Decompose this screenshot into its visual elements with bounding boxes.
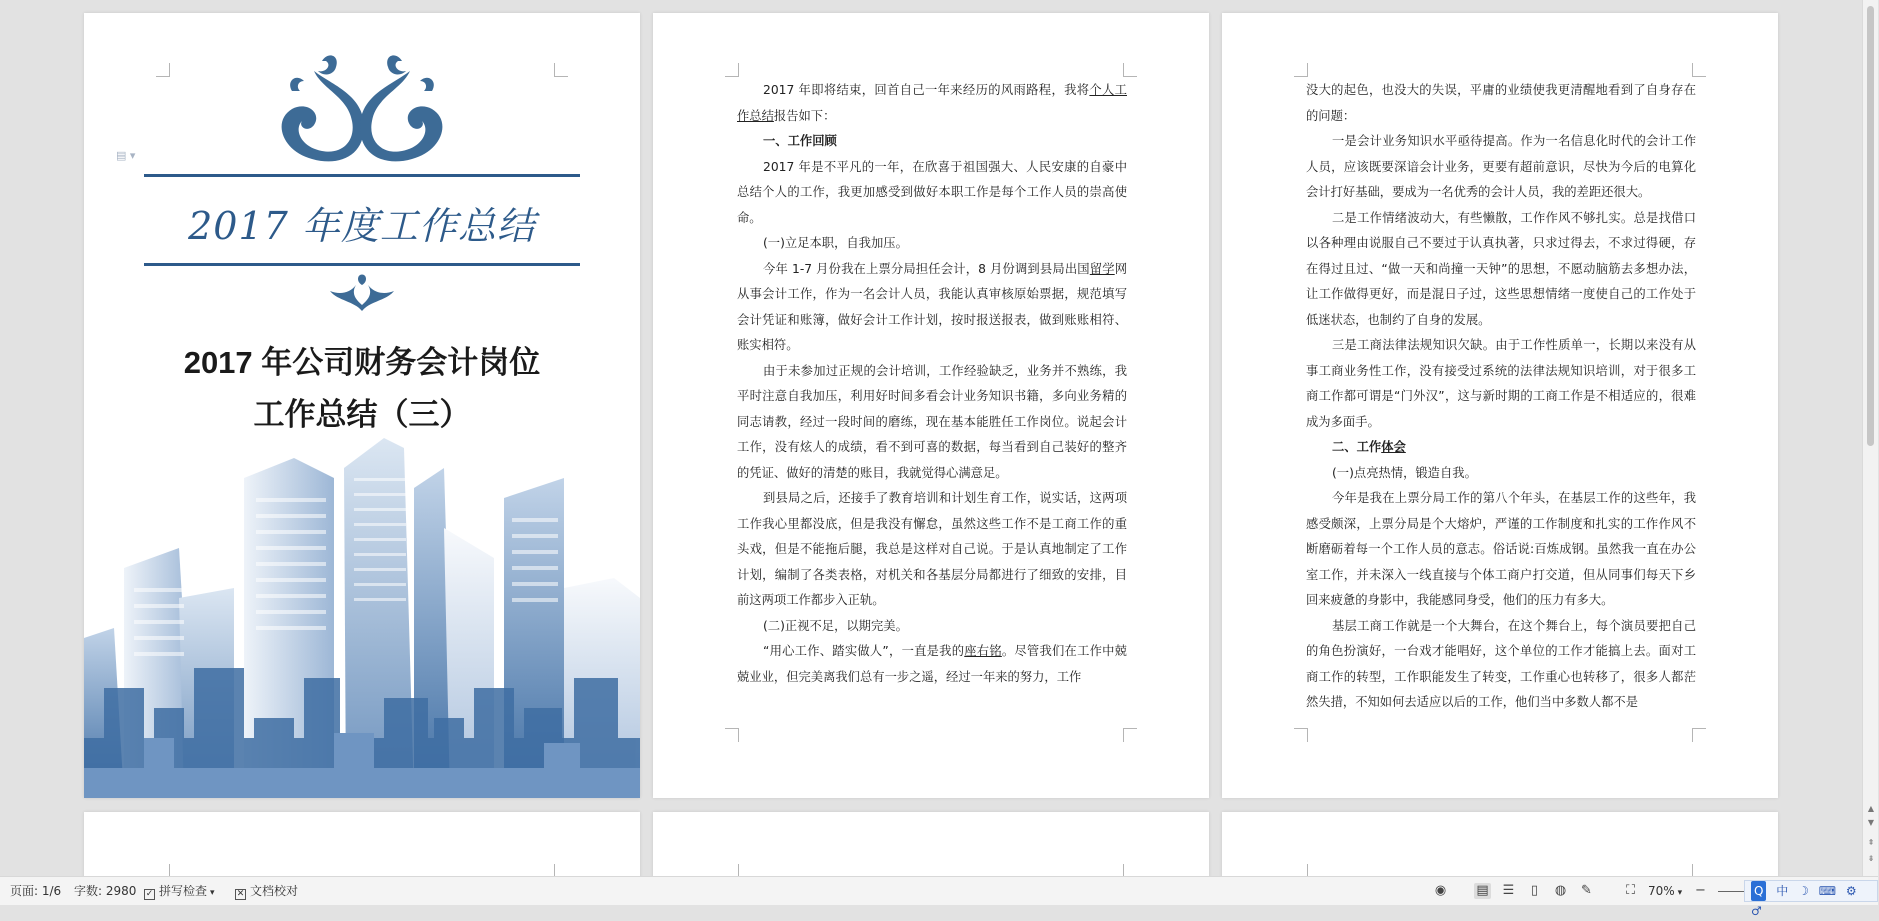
hyperlink-text[interactable]: 个人工作总结 [737,83,1127,123]
cover-page [84,13,640,798]
ime-lang-icon[interactable]: 中 [1776,884,1789,898]
cover-rule-bottom [144,263,580,266]
text-run: 2017 年是不平凡的一年，在欣喜于祖国强大、人民安康的自豪中总结个人的工作，我更加感受到做好本职工作是每个工作人员的崇高使命。 [737,159,1127,225]
chevron-down-icon: ▾ [210,888,215,898]
body-paragraph [737,639,1127,690]
text-run: 今年 1-7 月份我在上票分局担任会计，8 月份调到县局出国 [763,261,1090,276]
text-run: 今年是我在上票分局工作的第八个年头，在基层工作的这些年，我感受颇深，上票分局是个大熔炉，严谨的工作制度和扎实的工作作风不断磨砺着每一个工作人员的意志。俗话说:百炼成钢。虽然我一直在办公室工作，并未深入一线直接与个体工商户打交道，但从同事们每天下乡回来疲惫的身影中，我能感同身受，他们的压力有多大。 [1306,491,1696,607]
cover-main-title-line1: 2017 年公司财务会计岗位 [183,345,541,380]
scrollbar-thumb[interactable] [1867,6,1874,446]
body-paragraph [1306,206,1696,334]
text-run: 基层工商工作就是一个大舞台，在这个舞台上，每个演员要把自己的角色扮演好，一台戏才能唱好，这个单位的工作才能搞上去。面对工商工作的转型，工作职能发生了转变，工作重心也转移了，很多人都茫然失措，不知如何去适应以后的工作，他们当中多数人都不是 [1306,618,1696,709]
body-paragraph [1306,461,1696,487]
page-corner-mark [1123,63,1137,77]
text-run: 报告如下： [773,108,836,123]
user-icon[interactable]: ♂ [1751,904,1762,918]
pen-icon[interactable]: ✎ [1581,883,1592,898]
body-paragraph [1306,129,1696,206]
page-indicator[interactable]: 页面: 1/6 [10,884,62,898]
zoom-level[interactable] [1648,877,1682,905]
text-run: 一是会计业务知识水平亟待提高。作为一名信息化时代的会计工作人员，应该既要深谙会计业务，更要有超前意识，尽快为今后的电算化会计打好基础，要成为一名优秀的会计人员，我的差距还很大。 [1306,134,1696,199]
page-corner-mark [156,63,170,77]
body-paragraph [737,486,1127,614]
text-run: 二是工作情绪波动大，有些懒散，工作作风不够扎实。总是找借口以各种理由说服自己不要过于认真执著，只求过得去，不求过得硬，存在得过且过、“做一天和尚撞一天钟”的思想，不愿动脑筋去多想办法，让工作做得更好，而是混日子过，这些思想情绪一度使自己的工作处于低迷状态，也制约了自身的发展。 [1306,210,1696,327]
settings-icon[interactable]: ⚙ [1845,884,1857,898]
fit-page-icon[interactable]: ⛶ [1625,883,1636,898]
search-icon[interactable]: Q [1751,881,1766,901]
scroll-down-icon[interactable]: ▼ [1867,818,1875,827]
text-run: 三是工商法律法规知识欠缺。由于工作性质单一，长期以来没有从事工商业务性工作，没有接受过系统的法律法规知识培训，对于很多工商工作都可谓是“门外汉”，这与新时期的工商工作是不相适应的，很难成为多面手。 [1306,338,1696,429]
text-run: 到县局之后，还接手了教育培训和计划生育工作，说实话，这两项工作我心里都没底，但是我没有懈怠，虽然这些工作不是工商工作的重头戏，但是不能拖后腿，我总是这样对自己说。于是认真地制定了工作计划，编制了各类表格，对机关和各基层分局都进行了细致的安排，目前这两项工作都步入正轨。 [737,491,1127,607]
text-run: (一)立足本职，自我加压。 [763,236,908,250]
hyperlink-text[interactable]: 留学 [1089,261,1115,276]
city-skyline-illustration [84,438,640,798]
text-run: 2017 年即将结束，回首自己一年来经历的风雨路程，我将 [763,83,1090,97]
section-heading [737,129,1127,155]
word-count[interactable]: 字数: 2980 [74,884,137,898]
page-corner-mark [725,728,739,742]
page-corner-mark [554,63,568,77]
page-3-body-text[interactable] [1306,78,1696,716]
page-corner-mark [1123,728,1137,742]
body-paragraph [1306,614,1696,716]
chevron-down-icon: ▾ [1677,888,1683,898]
vertical-scrollbar[interactable] [1862,0,1878,876]
page-2-body-text[interactable] [737,78,1127,690]
reading-view-icon[interactable]: ▯ [1530,883,1539,898]
body-paragraph [1306,486,1696,614]
proof-icon: ✕ [236,889,245,899]
ime-tray[interactable] [1744,880,1878,918]
text-run: 一、工作回顾 [763,134,837,148]
body-paragraph [737,155,1127,232]
section-heading [1306,435,1696,461]
body-paragraph [737,78,1127,129]
doc-proof-button[interactable] [235,877,298,905]
ime-moon-icon[interactable]: ☽ [1798,884,1809,898]
outline-view-icon[interactable]: ☰ [1502,883,1515,898]
text-run: 网从事会计工作，作为一名会计人员，我能认真审核原始票据，规范填写会计凭证和账簿，做好会计工作计划，按时报送报表，做到账账相符、账实相符。 [737,261,1127,352]
spell-check-toggle[interactable] [144,877,215,905]
body-paragraph [737,614,1127,640]
page-corner-mark [725,63,739,77]
ornament-small [324,271,400,313]
doc-proof-label: 文档校对 [250,884,299,898]
ornament-top [252,51,472,179]
text-run: “用心工作、踏实做人”，一直是我的 [763,644,965,658]
eye-protect-icon[interactable]: ◉ [1434,883,1447,898]
body-paragraph [737,359,1127,487]
page-corner-mark [1294,728,1308,742]
page-view-icon[interactable]: ▤ [1474,883,1491,899]
text-run: (二)正视不足，以期完美。 [763,618,908,633]
page-corner-mark [1692,728,1706,742]
hyperlink-text[interactable]: 座右铭 [964,644,1002,658]
document-page-2 [653,13,1209,798]
document-page-3 [1222,13,1778,798]
body-paragraph [1306,78,1696,129]
cover-rule-top [144,174,580,177]
spell-check-label: 拼写检查 [159,884,208,898]
page-corner-mark [1692,63,1706,77]
body-paragraph [737,231,1127,257]
body-paragraph [737,257,1127,359]
next-page-icon[interactable]: ⇟ [1867,854,1875,863]
zoom-out-icon[interactable]: − [1695,883,1706,898]
keyboard-icon[interactable]: ⌨ [1818,884,1837,898]
scroll-up-icon[interactable]: ▲ [1867,804,1875,813]
text-run: (一)点亮热情，锻造自我。 [1332,465,1477,480]
body-paragraph [1306,333,1696,435]
page-corner-mark [1294,63,1308,77]
status-bar [0,876,1878,918]
checkbox-icon: ✓ [145,889,154,899]
web-view-icon[interactable]: ◍ [1554,883,1567,898]
zoom-value: 70% [1648,884,1675,898]
text-run: 二、工作 [1332,440,1382,454]
prev-page-icon[interactable]: ⇞ [1867,838,1875,847]
cover-year-title: 2017 年度工作总结 [188,204,536,248]
document-icon[interactable]: ▤ ▾ [116,149,136,162]
text-run: 没大的起色，也没大的失误，平庸的业绩使我更清醒地看到了自身存在的问题： [1306,83,1696,123]
hyperlink-text[interactable]: 体会 [1381,440,1406,454]
text-run: 由于未参加过正规的会计培训，工作经验缺乏，业务并不熟练，我平时注意自我加压，利用好时间多看会计业务知识书籍，多向业务精的同志请教，经过一段时间的磨练，现在基本能胜任工作岗位。说起会计工作，没有炫人的成绩，看不到可喜的数据，每当看到自己装好的整齐的凭证、做好的清楚的账目，我就觉得心满意足。 [737,363,1127,480]
text-run: 。尽管我们在工作中兢兢业业，但完美离我们总有一步之遥，经过一年来的努力，工作 [737,644,1127,684]
cover-main-title-line2: 工作总结（三） [253,397,471,432]
